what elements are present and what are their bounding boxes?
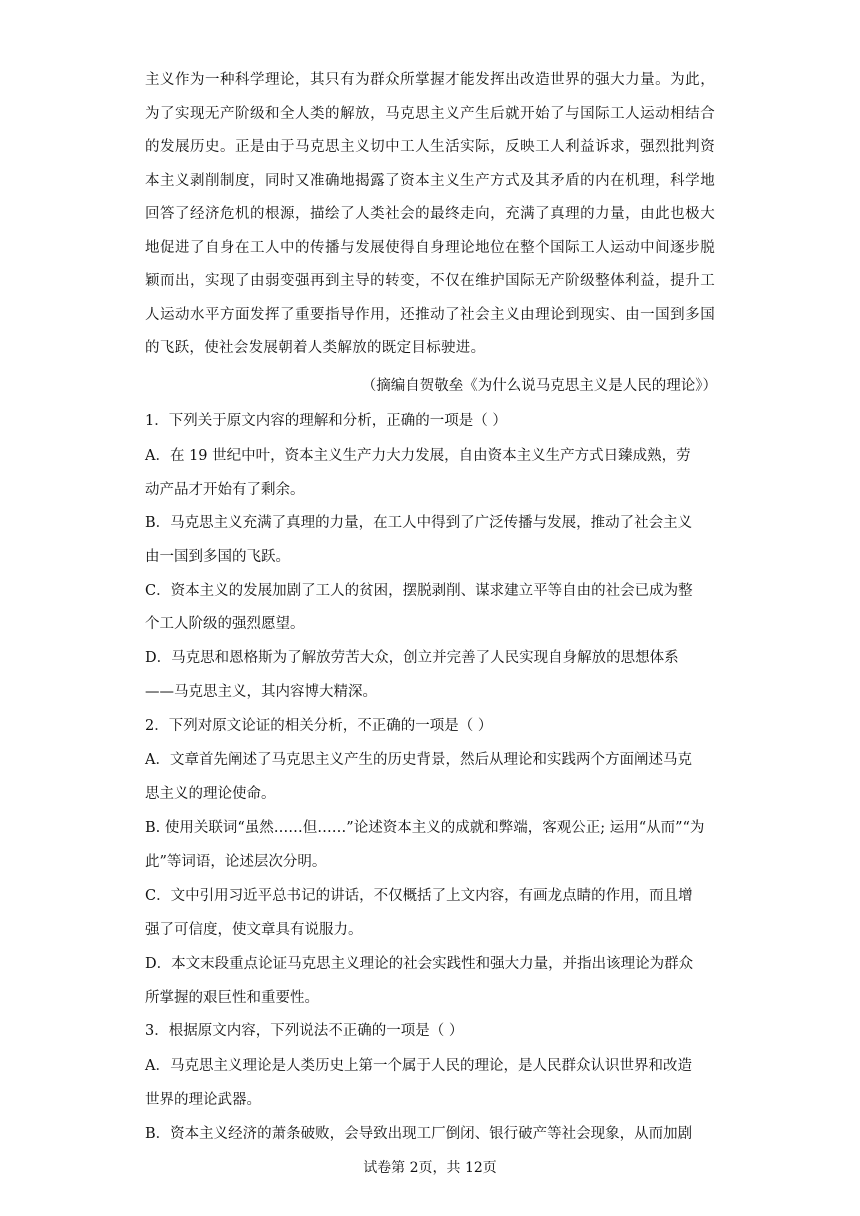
- q2-option-c-cont: 强了可信度，使文章具有说服力。: [145, 922, 363, 938]
- q1-option-b: B．马克思主义充满了真理的力量，在工人中得到了广泛传播与发展，推动了社会主义: [145, 515, 693, 531]
- q2-option-d-cont: 所掌握的艰巨性和重要性。: [145, 990, 319, 1006]
- q2-option-d: D．本文末段重点论证马克思主义理论的社会实践性和强大力量，并指出该理论为群众: [145, 956, 694, 972]
- q3-option-a-cont: 世界的理论武器。: [145, 1092, 261, 1108]
- passage-text: 主义作为一种科学理论，其只有为群众所掌握才能发挥出改造世界的强大力量。为此，为了实现无产阶级和全人类的解放，马克思主义产生后就开始了与国际工人运动相结合的发展历史。正是由于马克思主义切中工人生活实际，反映工人利益诉求，强烈批判资本主义剥削制度，同时又准确地揭露了资本主义生产方式及其矛盾的内在机理，科学地回答了经济危机的根源，描绘了人类社会的最终走向，充满了真理的力量，由此也极大地促进了自身在工人中的传播与发展使得自身理论地位在整个国际工人运动中间逐步脱颖而出，实现了由弱变强再到主导的转变，不仅在维护国际无产阶级整体利益，提升工人运动水平方面发挥了重要指导作用，还推动了社会主义由理论到现实、由一国到多国的飞跃，使社会发展朝着人类解放的既定目标驶进。: [145, 72, 715, 356]
- question-2-stem: 2．下列对原文论证的相关分析，不正确的一项是（ ）: [145, 718, 493, 734]
- passage-source: （摘编自贺敬垒《为什么说马克思主义是人民的理论》）: [361, 378, 717, 394]
- q2-option-a-cont: 思主义的理论使命。: [145, 786, 276, 802]
- question-3-stem: 3．根据原文内容，下列说法不正确的一项是（ ）: [145, 1023, 464, 1039]
- q3-option-b: B．资本主义经济的萧条破败，会导致出现工厂倒闭、银行破产等社会现象，从而加剧: [145, 1126, 693, 1142]
- q2-option-b-cont: 此”等词语，论述层次分明。: [145, 854, 327, 870]
- q1-option-d-cont: ——马克思主义，其内容博大精深。: [145, 684, 377, 700]
- q1-option-a-cont: 动产品才开始有了剩余。: [145, 482, 305, 498]
- question-1-stem: 1．下列关于原文内容的理解和分析，正确的一项是（ ）: [145, 413, 507, 429]
- q1-option-b-cont: 由一国到多国的飞跃。: [145, 549, 290, 565]
- q2-option-b: B. 使用关联词“虽然……但……”论述资本主义的成就和弊端，客观公正; 运用“从而”“为: [145, 820, 705, 836]
- q2-option-c: C．文中引用习近平总书记的讲话，不仅概括了上文内容，有画龙点睛的作用，而且增: [145, 888, 693, 904]
- q1-option-d: D．马克思和恩格斯为了解放劳苦大众，创立并完善了人民实现自身解放的思想体系: [145, 650, 679, 666]
- q1-option-c-cont: 个工人阶级的强烈愿望。: [145, 616, 305, 632]
- q1-option-c: C．资本主义的发展加剧了工人的贫困，摆脱剥削、谋求建立平等自由的社会已成为整: [145, 583, 693, 599]
- q1-option-a: A．在 19 世纪中叶，资本主义生产力大力发展，自由资本主义生产方式日臻成熟，劳: [145, 448, 691, 464]
- q3-option-a: A．马克思主义理论是人类历史上第一个属于人民的理论，是人民群众认识世界和改造: [145, 1058, 692, 1074]
- page-footer: 试卷第 2页，共 12页: [363, 1160, 497, 1176]
- q2-option-a: A．文章首先阐述了马克思主义产生的历史背景，然后从理论和实践两个方面阐述马克: [145, 752, 692, 768]
